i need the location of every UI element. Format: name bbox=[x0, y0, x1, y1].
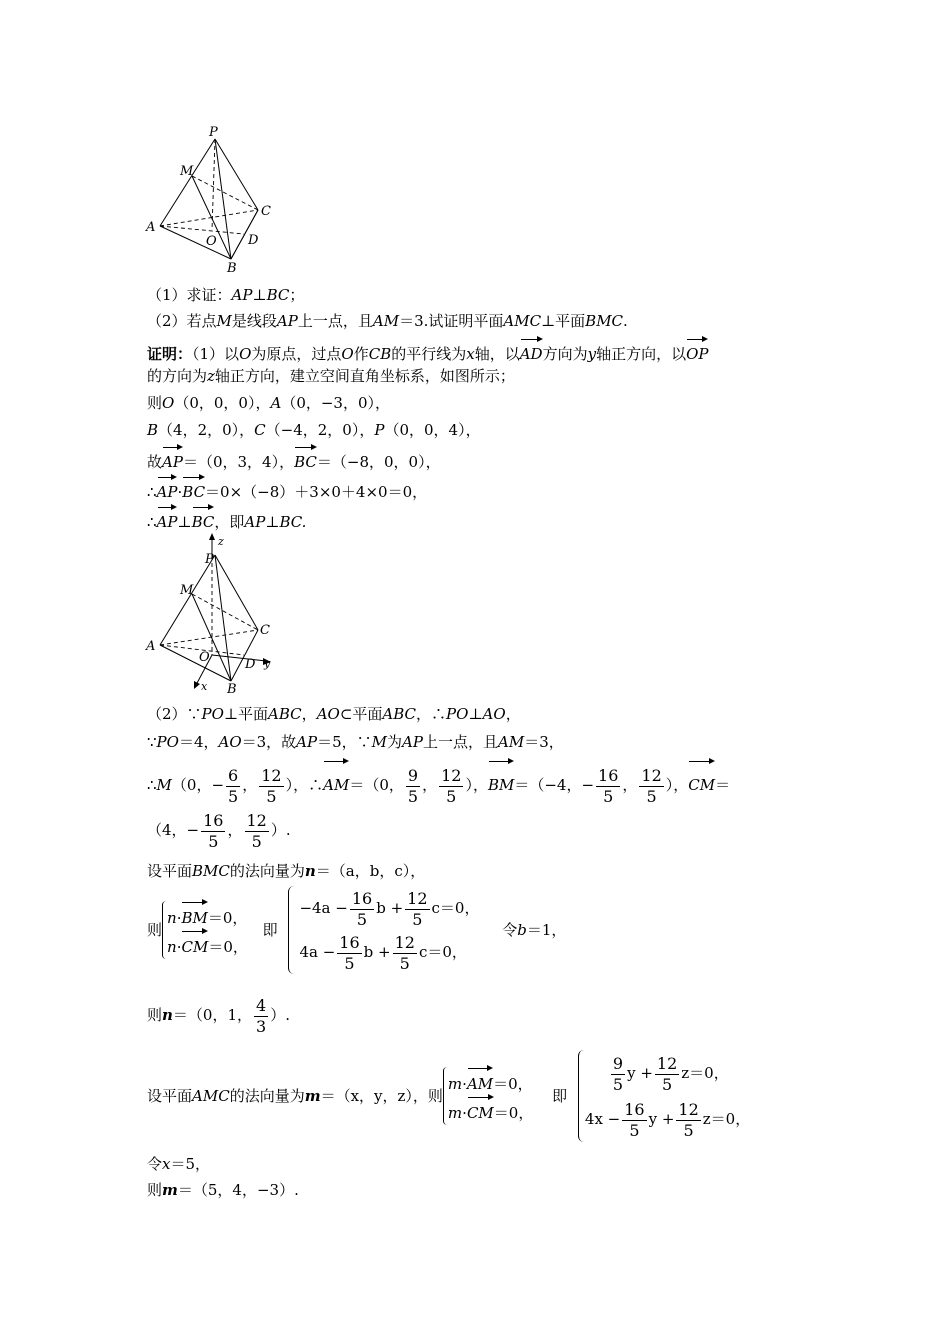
coords-O-A: 则O（0，0，0），A（0，−3，0）， bbox=[147, 394, 391, 412]
label-B: B bbox=[227, 682, 237, 695]
pyramid-figure-1 bbox=[140, 120, 290, 280]
label-M: M bbox=[180, 583, 194, 598]
z-axis-arrow bbox=[209, 533, 215, 540]
vectors-AP-BC: 故AP＝（0，3，4），BC＝（−8，0，0）， bbox=[147, 446, 441, 473]
label-C: C bbox=[261, 204, 271, 219]
label-A: A bbox=[146, 220, 156, 235]
label-O: O bbox=[199, 650, 210, 665]
label-B: B bbox=[227, 261, 237, 276]
label-P: P bbox=[205, 552, 214, 567]
label-P: P bbox=[209, 125, 218, 140]
coords-B-C-P: B（4，2，0），C（−4，2，0），P（0，0，4）， bbox=[147, 421, 481, 439]
label-x: x bbox=[201, 680, 208, 693]
label-z: z bbox=[218, 535, 224, 548]
edge-BC bbox=[231, 630, 258, 681]
edge-AB bbox=[160, 645, 231, 681]
label-D: D bbox=[248, 233, 259, 248]
y-axis bbox=[212, 655, 266, 661]
label-M: M bbox=[180, 164, 194, 179]
label-y: y bbox=[264, 657, 271, 670]
system-m: 设平面AMC的法向量为m＝（x，y，z），则 m·AM＝0， m·CM＝0， 即 $\frac{9}{5}$ y + $\frac{12}{5}$ z＝0， 4x − $\frac{16}{5}$ y + $\frac{12}{5}$ z＝0， bbox=[147, 1050, 750, 1142]
edge-PA bbox=[160, 555, 215, 645]
label-D: D bbox=[245, 657, 256, 672]
let-x: 令x＝5， bbox=[147, 1155, 211, 1173]
edge-PO bbox=[212, 139, 215, 230]
normal-m-result: 则m＝（5，4，−3）. bbox=[147, 1181, 299, 1199]
part2-coords-M: ∴M（0，− $\frac{6}{5}$ ， $\frac{12}{5}$ ），∴AM＝（0， $\frac{9}{5}$ ， $\frac{12}{5}$ ），BM＝（−4，− $\frac{16}{5}$ ， $\frac{12}{5}$ ），CM＝ bbox=[147, 760, 730, 807]
dot-product: ∴AP·BC＝0×（−8）＋3×0＋4×0＝0， bbox=[147, 476, 427, 503]
perp-conclusion: ∴AP⊥BC，即AP⊥BC. bbox=[147, 506, 306, 533]
edge-AD bbox=[160, 226, 244, 234]
part2-line-1: （2）∵PO⊥平面ABC，AO⊂平面ABC，∴PO⊥AO， bbox=[147, 705, 521, 723]
proof-line-2: 的方向为z轴正方向，建立空间直角坐标系，如图所示； bbox=[147, 367, 515, 385]
part2-line-2: ∵PO＝4，AO＝3，故AP＝5，∵M为AP上一点，且AM＝3， bbox=[147, 733, 564, 751]
normal-n-result: 则n＝（0，1， $\frac{4}{3}$ ）. bbox=[147, 995, 290, 1036]
part2-CM-value: （4，− $\frac{16}{5}$ ， $\frac{12}{5}$ ）. bbox=[147, 810, 291, 851]
label-A: A bbox=[146, 639, 156, 654]
edge-PA bbox=[160, 139, 215, 226]
edge-AB bbox=[160, 226, 231, 259]
question-1: （1）求证：AP⊥BC； bbox=[147, 286, 305, 304]
proof-line-1: 证明：（1）以O为原点，过点O作CB的平行线为x轴，以AD方向为y轴正方向，以OP bbox=[147, 338, 708, 365]
normal-n-def: 设平面BMC的法向量为n＝（a，b，c）， bbox=[147, 862, 426, 880]
label-C: C bbox=[260, 623, 270, 638]
question-2: （2）若点M是线段AP上一点，且AM＝3.试证明平面AMC⊥平面BMC. bbox=[147, 312, 628, 330]
system-n: 则 n·BM＝0， n·CM＝0， 即 −4a − $\frac{16}{5}$ b + $\frac{12}{5}$ c＝0， 4a − $\frac{16}{5}$ b + $\frac{12}{5}$ c＝0， 令b＝1， bbox=[147, 886, 566, 974]
label-O: O bbox=[206, 234, 217, 249]
pyramid-figure-2 bbox=[140, 530, 290, 695]
